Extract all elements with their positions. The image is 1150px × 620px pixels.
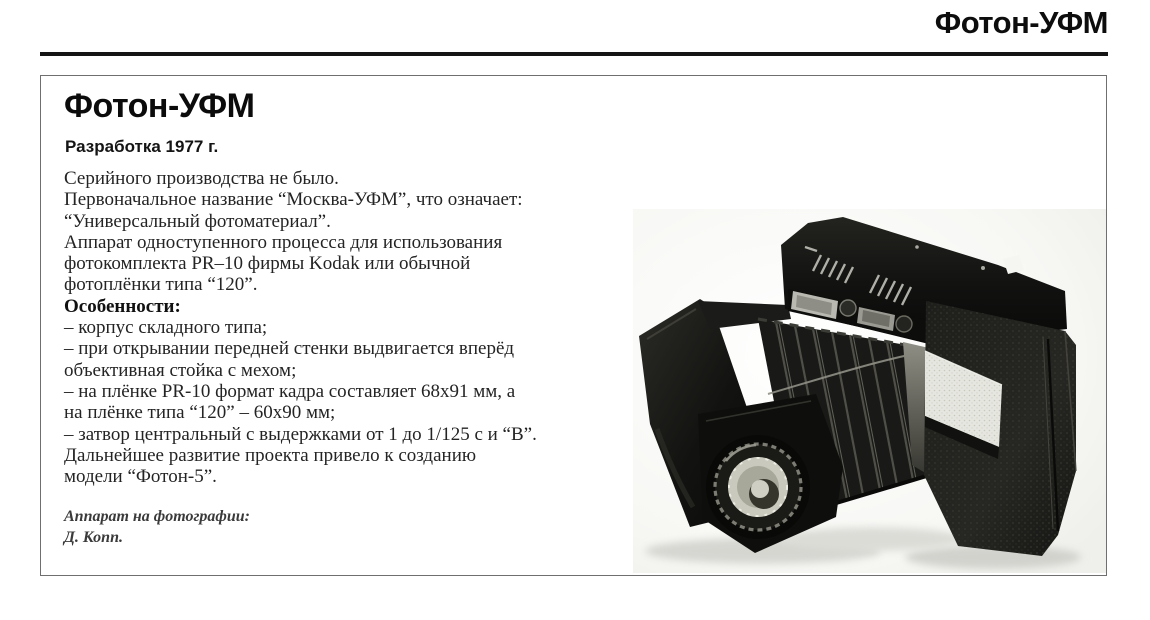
body-line: на плёнке типа “120” – 60x90 мм; [64, 402, 336, 424]
body-line: объективная стойка с мехом; [64, 359, 297, 381]
header-rule [40, 52, 1108, 56]
body-line: модели “Фотон-5”. [64, 466, 217, 488]
camera-illustration [633, 209, 1106, 573]
body-line: “Универсальный фотоматериал”. [64, 210, 331, 232]
credit-line: Аппарат на фотографии: [64, 508, 250, 525]
viewfinder-lens [896, 316, 912, 332]
photo-credit [64, 506, 250, 548]
body-line: – затвор центральный с выдержками от 1 до 1/125 с и “В”. [64, 423, 537, 445]
body-line: – на плёнке PR-10 формат кадра составляет 68x91 мм, а [64, 380, 516, 402]
body-line: Дальнейшее развитие проекта привело к созданию [64, 444, 477, 466]
card-title: Фотон-УФМ [64, 87, 255, 125]
card-subtitle: Разработка 1977 г. [65, 137, 219, 156]
body-line: – при открывании передней стенки выдвигается вперёд [64, 338, 515, 360]
body-line: Аппарат одноступенного процесса для использования [64, 231, 503, 253]
camera-grip [924, 301, 1076, 556]
body-text [64, 168, 639, 487]
camera-lens [706, 435, 810, 539]
camera-photo [633, 209, 1106, 573]
body-line: Первоначальное название “Москва-УФМ”, что означает: [64, 189, 523, 211]
body-line: – корпус складного типа; [64, 317, 268, 339]
page-header-title: Фотон-УФМ [934, 5, 1108, 40]
credit-line: Д. Копп. [64, 529, 123, 546]
body-line: Особенности: [64, 295, 181, 317]
camera-shadow [783, 527, 963, 551]
body-line: фотоплёнки типа “120”. [64, 274, 258, 296]
body-line: Серийного производства не было. [64, 168, 339, 189]
body-line: фотокомплекта PR–10 фирмы Kodak или обычной [64, 253, 471, 275]
viewfinder-lens [840, 300, 856, 316]
article-card [40, 75, 1107, 576]
